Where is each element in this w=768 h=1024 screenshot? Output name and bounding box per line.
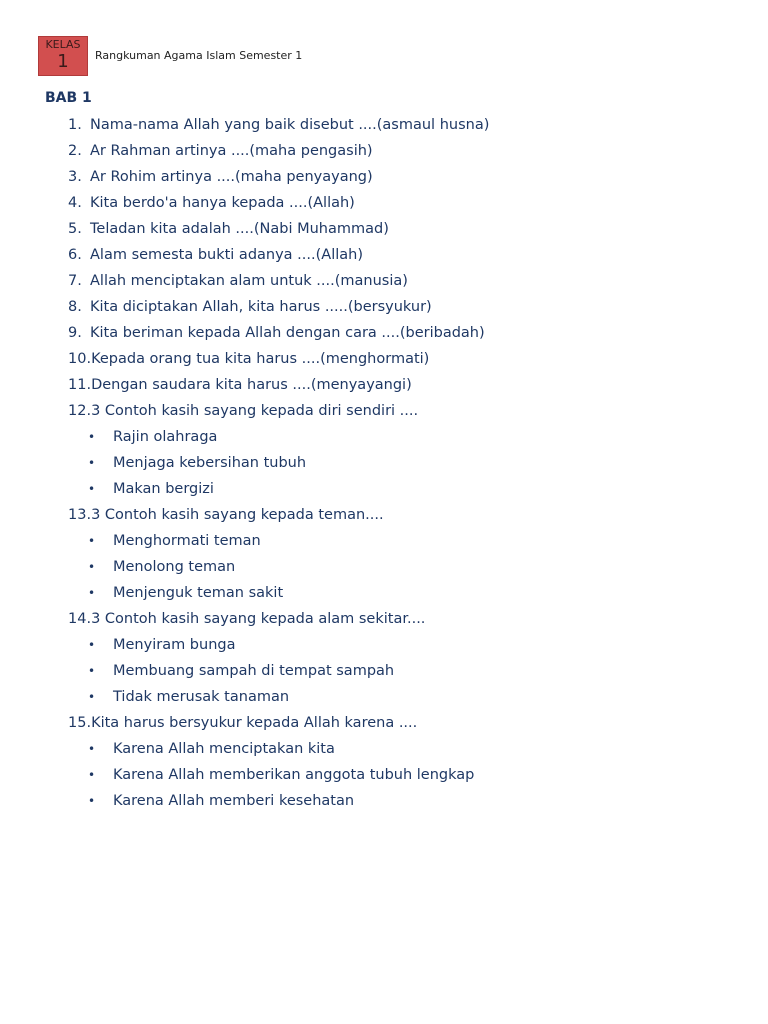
bullet-item-label: Rajin olahraga (113, 429, 218, 445)
list-item-number: 11. (68, 377, 92, 393)
list-item-label: Kita berdo'a hanya kepada ....(Allah) (90, 195, 355, 211)
list-item-text (68, 710, 417, 736)
bullet-dot-icon: • (88, 742, 96, 756)
list-item-number: 14. (68, 611, 92, 627)
bullet-item-label: Membuang sampah di tempat sampah (113, 663, 395, 679)
list-item-label: Nama-nama Allah yang baik disebut ....(asmaul husna) (90, 117, 490, 133)
kelas-label: KELAS (45, 38, 81, 51)
list-item-number: 13. (68, 507, 92, 523)
bullet-dot-icon: • (88, 690, 96, 704)
list-item-number: 15. (68, 715, 92, 731)
list-item-label: Teladan kita adalah ....(Nabi Muhammad) (90, 221, 389, 237)
bullet-dot-icon: • (88, 638, 96, 652)
bullet-dot-icon: • (88, 560, 96, 574)
list-item (0, 502, 768, 528)
bullet-dot-icon: • (88, 482, 96, 496)
list-item (0, 268, 768, 294)
list-item-label: Dengan saudara kita harus ....(menyayangi) (91, 377, 412, 393)
list-item-number: 5. (68, 221, 82, 237)
bullet-item-label: Menghormati teman (113, 533, 261, 549)
bullet-dot-icon: • (88, 664, 96, 678)
list-item-label: Kepada orang tua kita harus ....(menghormati) (91, 351, 430, 367)
document-title: Rangkuman Agama Islam Semester 1 (95, 49, 303, 62)
bullet-item (0, 476, 768, 502)
list-item-label: Kita beriman kepada Allah dengan cara ....(beribadah) (90, 325, 485, 341)
bullet-item (0, 580, 768, 606)
kelas-badge (38, 36, 88, 76)
list-item (0, 710, 768, 736)
bullet-dot-icon: • (88, 430, 96, 444)
list-item-number: 8. (68, 299, 82, 315)
list-item (0, 346, 768, 372)
bullet-item-label: Karena Allah memberi kesehatan (113, 793, 355, 809)
bullet-item-label: Karena Allah memberikan anggota tubuh lengkap (113, 767, 475, 783)
bullet-item (0, 736, 768, 762)
list-item-label: 3 Contoh kasih sayang kepada alam sekitar.... (91, 611, 426, 627)
list-item-label: 3 Contoh kasih sayang kepada teman.... (91, 507, 384, 523)
bullet-item-label: Menjaga kebersihan tubuh (113, 455, 307, 471)
list-item-number: 12. (68, 403, 92, 419)
list-item-number: 4. (68, 195, 82, 211)
kelas-number: 1 (57, 51, 69, 72)
list-item-number: 3. (68, 169, 82, 185)
list-item-number: 10. (68, 351, 92, 367)
list-item (0, 164, 768, 190)
list-item-text (68, 372, 412, 398)
list-item (0, 216, 768, 242)
bullet-item-label: Makan bergizi (113, 481, 214, 497)
list-item-label: Kita harus bersyukur kepada Allah karena .... (91, 715, 418, 731)
list-item-label: 3 Contoh kasih sayang kepada diri sendiri .... (91, 403, 419, 419)
list-item-label: Allah menciptakan alam untuk ....(manusia) (90, 273, 408, 289)
list-item (0, 398, 768, 424)
bullet-item-label: Tidak merusak tanaman (113, 689, 290, 705)
bullet-item (0, 554, 768, 580)
list-item (0, 242, 768, 268)
list-item (0, 138, 768, 164)
list-item-number: 1. (68, 117, 82, 133)
list-item-text (68, 502, 384, 528)
list-item (0, 294, 768, 320)
question-list (0, 112, 768, 814)
bullet-item (0, 762, 768, 788)
list-item (0, 112, 768, 138)
list-item (0, 606, 768, 632)
bullet-dot-icon: • (88, 768, 96, 782)
list-item-number: 7. (68, 273, 82, 289)
list-item-label: Alam semesta bukti adanya ....(Allah) (90, 247, 363, 263)
bullet-dot-icon: • (88, 586, 96, 600)
bullet-item-label: Menolong teman (113, 559, 236, 575)
list-item (0, 190, 768, 216)
list-item (0, 320, 768, 346)
list-item-label: Ar Rahman artinya ....(maha pengasih) (90, 143, 373, 159)
list-item-text (68, 346, 429, 372)
list-item-label: Kita diciptakan Allah, kita harus .....(bersyukur) (90, 299, 432, 315)
list-item-text (68, 606, 425, 632)
list-item-number: 9. (68, 325, 82, 341)
bullet-item-label: Karena Allah menciptakan kita (113, 741, 335, 757)
list-item-number: 6. (68, 247, 82, 263)
bullet-dot-icon: • (88, 534, 96, 548)
bullet-item (0, 424, 768, 450)
bullet-item (0, 632, 768, 658)
list-item-text (68, 398, 418, 424)
list-item (0, 372, 768, 398)
chapter-heading: BAB 1 (45, 90, 92, 106)
bullet-item-label: Menyiram bunga (113, 637, 236, 653)
list-item-label: Ar Rohim artinya ....(maha penyayang) (90, 169, 373, 185)
bullet-item (0, 528, 768, 554)
bullet-item-label: Menjenguk teman sakit (113, 585, 284, 601)
bullet-item (0, 788, 768, 814)
bullet-item (0, 450, 768, 476)
bullet-item (0, 658, 768, 684)
bullet-dot-icon: • (88, 456, 96, 470)
bullet-item (0, 684, 768, 710)
list-item-number: 2. (68, 143, 82, 159)
bullet-dot-icon: • (88, 794, 96, 808)
